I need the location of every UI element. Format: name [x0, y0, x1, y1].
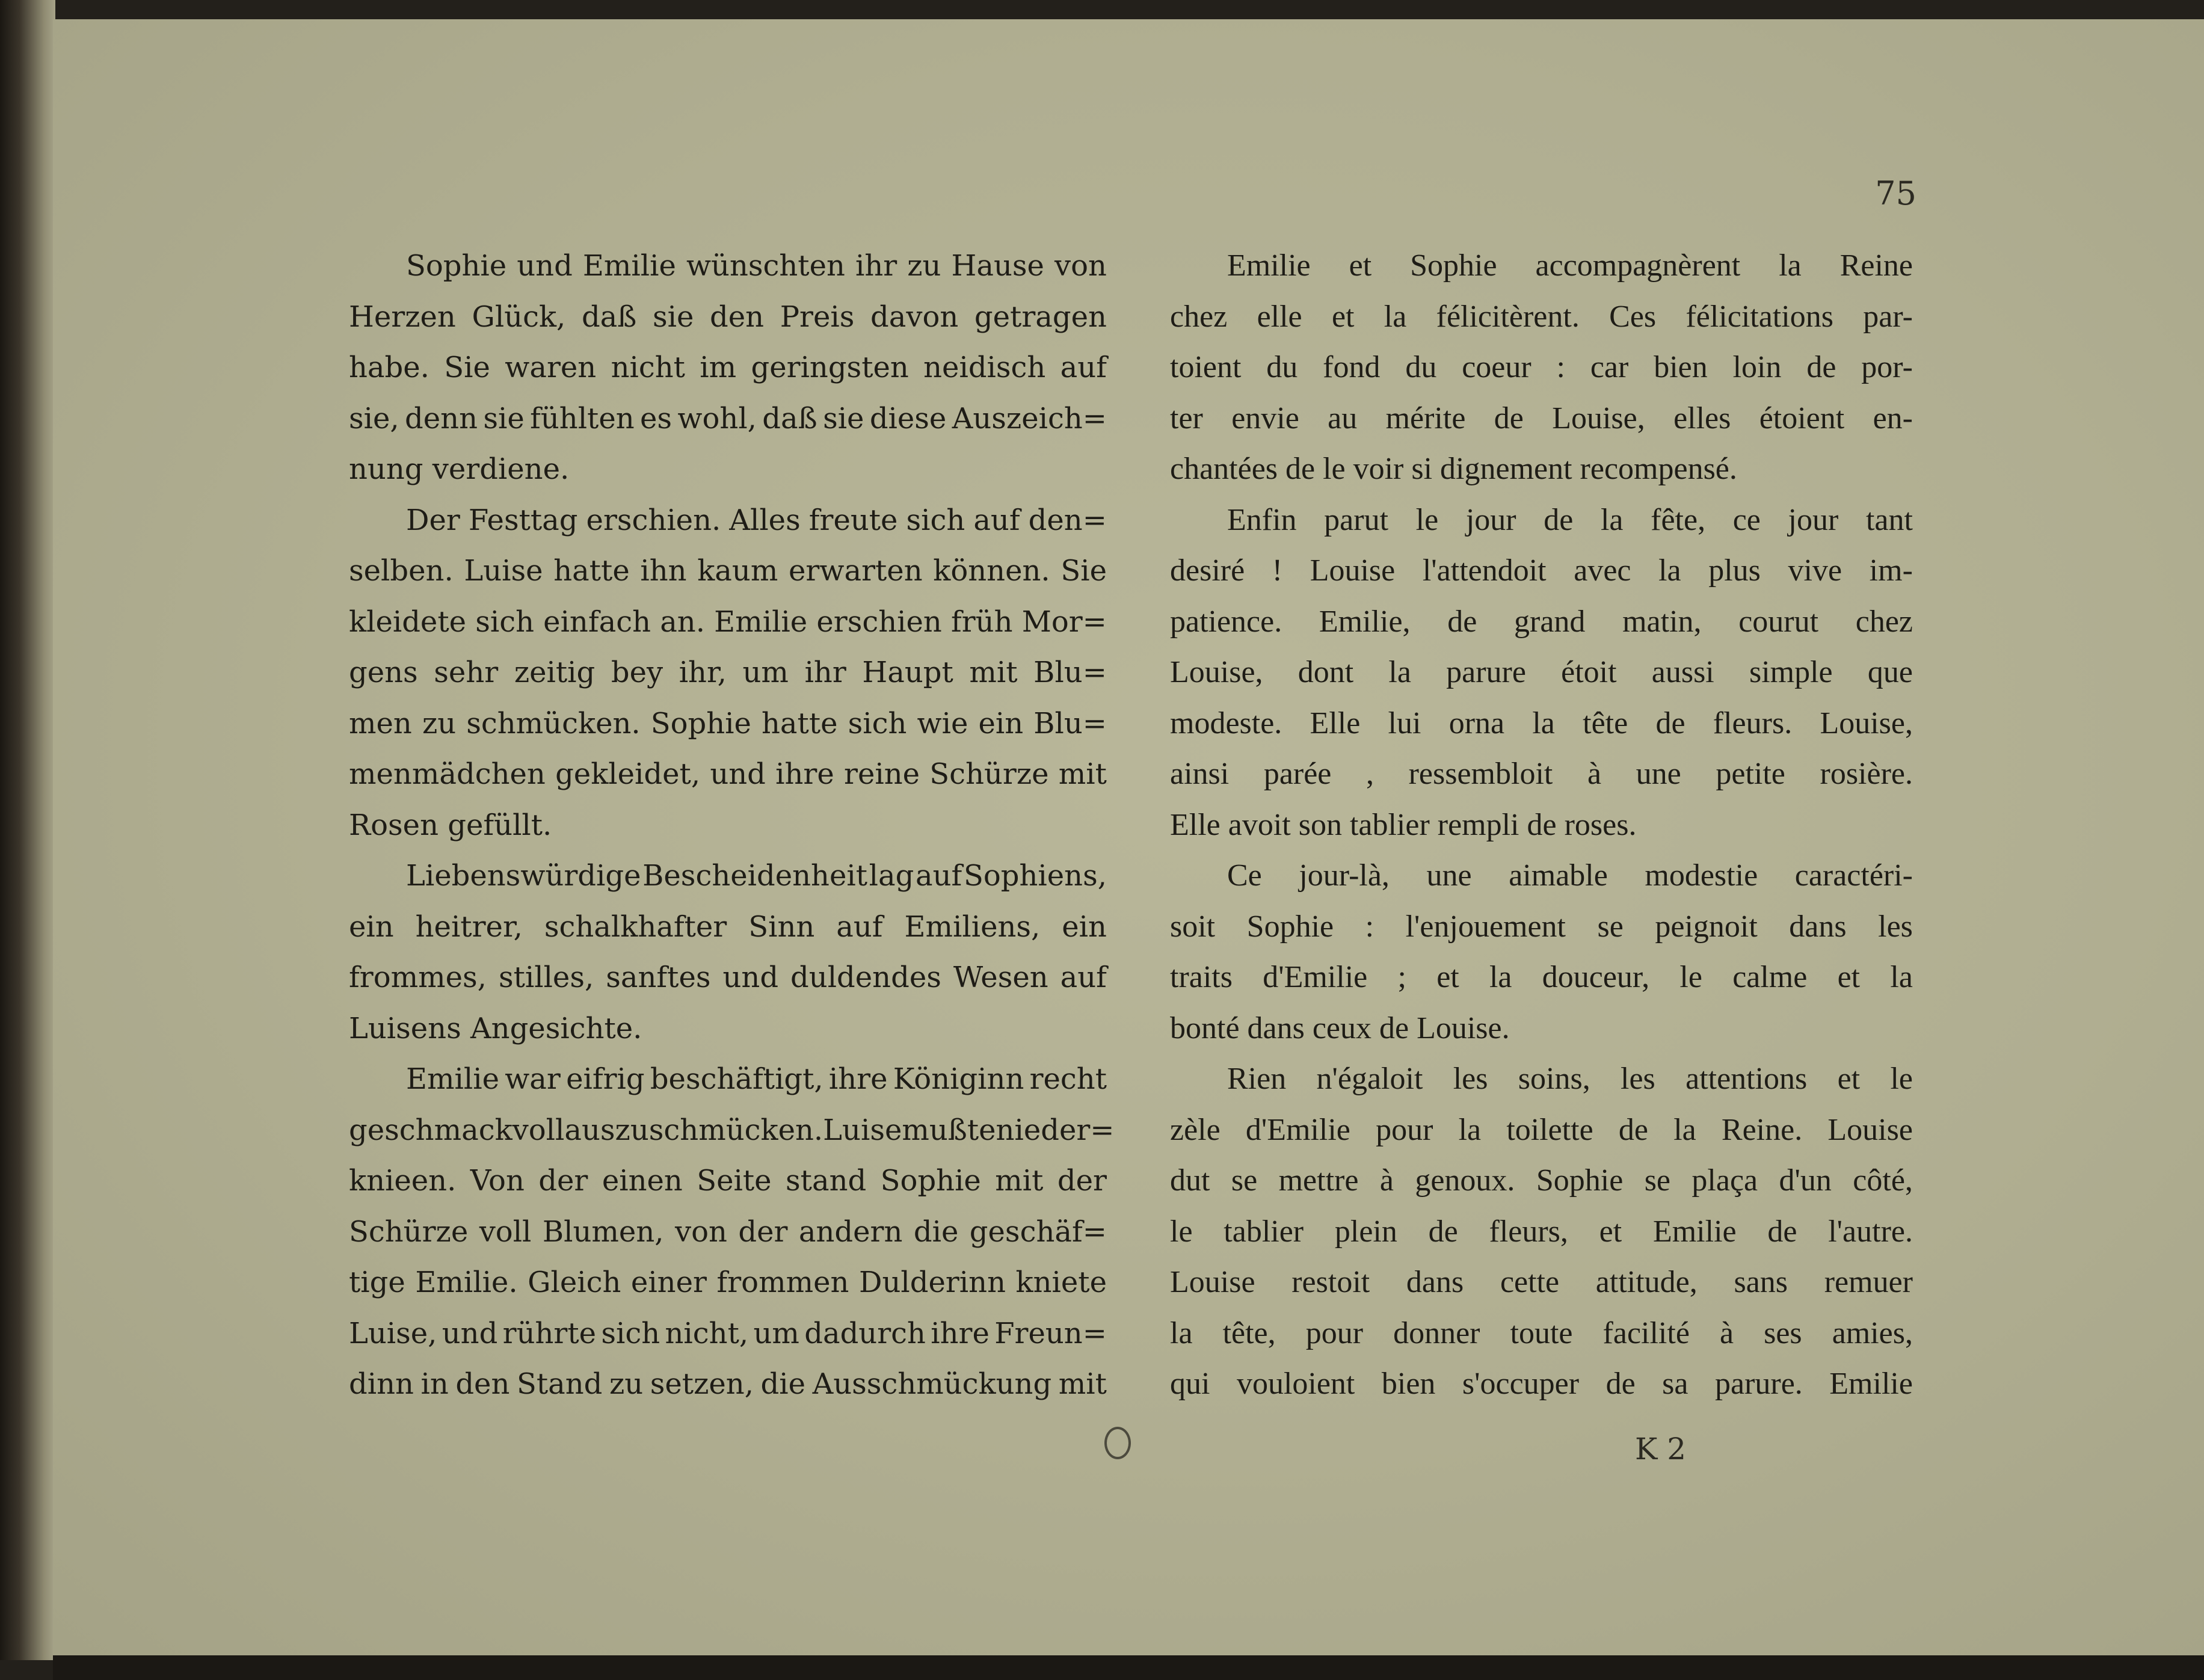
text-line: chez elle et la félicitèrent. Ces félicitations par- — [1170, 299, 1913, 334]
text-line: Elle avoit son tablier rempli de roses. — [1170, 807, 1637, 842]
text-line: Rosen gefüllt. — [349, 808, 552, 842]
text-line: nung verdiene. — [349, 452, 570, 486]
text-line: frommes, stilles, sanftes und duldendes Wesen auf — [349, 961, 1107, 994]
page-number: 75 — [1875, 174, 1916, 212]
text-line: sie, denn sie fühlten es wohl, daß sie diese Auszeich= — [349, 401, 1107, 435]
text-line: zèle d'Emilie pour la toilette de la Reine. Louise — [1170, 1112, 1913, 1147]
text-line: Der Festtag erschien. Alles freute sich auf den= — [406, 503, 1107, 537]
text-line: le tablier plein de fleurs, et Emilie de l'autre. — [1170, 1214, 1913, 1249]
text-line: traits d'Emilie ; et la douceur, le calme et la — [1170, 960, 1913, 994]
text-line: Luise, und rührte sich nicht, um dadurch ihre Freun= — [349, 1316, 1107, 1350]
text-line: selben. Luise hatte ihn kaum erwarten können. Sie — [349, 554, 1107, 588]
text-line: toient du fond du coeur : car bien loin de por- — [1170, 350, 1913, 384]
text-line: bonté dans ceux de Louise. — [1170, 1011, 1510, 1045]
text-line: Ce jour-là, une aimable modestie caractéri- — [1227, 858, 1913, 893]
german-text-column — [349, 241, 1115, 1410]
text-line: gens sehr zeitig bey ihr, um ihr Haupt mit Blu= — [349, 656, 1107, 689]
text-line: soit Sophie : l'enjouement se peignoit dans les — [1170, 909, 1913, 944]
text-line: knieen. Von der einen Seite stand Sophie mit der — [349, 1164, 1107, 1198]
book-spine — [0, 0, 55, 1660]
text-line: habe. Sie waren nicht im geringsten neidisch auf — [349, 351, 1107, 384]
text-line: ein heitrer, schalkhafter Sinn auf Emiliens, ein — [349, 909, 1107, 944]
text-line: dut se mettre à genoux. Sophie se plaça d'un côté, — [1170, 1163, 1913, 1198]
text-line: Liebenswürdige Bescheidenheit lag auf Sophiens, — [406, 859, 1107, 893]
bottom-edge — [53, 1655, 2204, 1680]
text-line: Louise, dont la parure étoit aussi simple que — [1170, 655, 1913, 689]
text-line: Herzen Glück, daß sie den Preis davon getragen — [349, 300, 1107, 334]
text-line: patience. Emilie, de grand matin, courut chez — [1170, 604, 1913, 639]
text-line: tige Emilie. Gleich einer frommen Dulderinn kniete — [349, 1266, 1107, 1299]
french-text-column — [1170, 241, 1913, 1410]
text-line: Emilie et Sophie accompagnèrent la Reine — [1227, 248, 1913, 283]
text-line: Schürze voll Blumen, von der andern die geschäf= — [349, 1214, 1107, 1249]
ink-circle-mark — [1104, 1427, 1131, 1459]
text-line: ainsi parée , ressembloit à une petite rosière. — [1170, 757, 1913, 791]
text-line: modeste. Elle lui orna la tête de fleurs. Louise, — [1170, 706, 1913, 740]
text-line: desiré ! Louise l'attendoit avec la plus vive im- — [1170, 553, 1913, 588]
text-line: chantées de le voir si dignement recompensé. — [1170, 452, 1737, 486]
text-line: Rien n'égaloit les soins, les attentions et le — [1227, 1062, 1913, 1096]
text-line: menmädchen gekleidet, und ihre reine Schürze mit — [349, 757, 1107, 791]
text-line: Sophie und Emilie wünschten ihr zu Hause von — [406, 249, 1107, 283]
text-line: qui vouloient bien s'occuper de sa parure. Emilie — [1170, 1367, 1913, 1401]
text-line: Enfin parut le jour de la fête, ce jour tant — [1227, 502, 1913, 537]
text-line: Luisens Angesichte. — [349, 1011, 642, 1045]
text-line: Emilie war eifrig beschäftigt, ihre Königinn recht — [406, 1062, 1107, 1096]
text-line: dinn in den Stand zu setzen, die Ausschmückung mit — [349, 1367, 1107, 1401]
text-line: kleidete sich einfach an. Emilie erschien früh Mor= — [349, 605, 1107, 639]
text-line: geschmackvoll auszuschmücken. Luise mußte nieder= — [349, 1113, 1115, 1147]
signature-mark: K 2 — [1635, 1432, 1687, 1466]
text-line: la tête, pour donner toute facilité à ses amies, — [1170, 1315, 1913, 1350]
text-line: ter envie au mérite de Louise, elles étoient en- — [1170, 401, 1913, 435]
text-line: Louise restoit dans cette attitude, sans remuer — [1170, 1265, 1913, 1299]
text-line: men zu schmücken. Sophie hatte sich wie ein Blu= — [349, 706, 1107, 740]
